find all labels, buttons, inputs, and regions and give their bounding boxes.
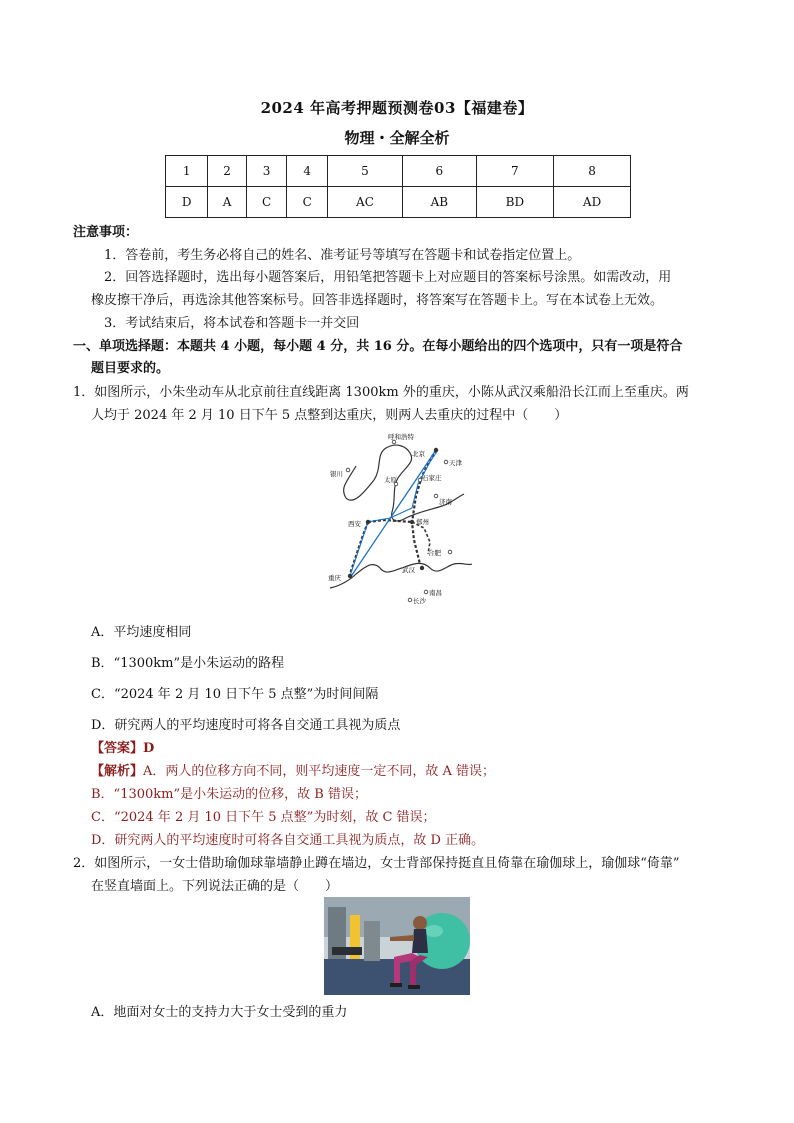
answer-cell: A [208, 187, 247, 218]
answer-cell: AD [554, 187, 631, 218]
analysis-text: A．两人的位移方向不同，则平均速度一定不同，故 A 错误； [143, 764, 496, 779]
map-label-xian: 西安 [348, 520, 361, 528]
analysis-line: B．“1300km”是小朱运动的位移，故 B 错误； [91, 787, 367, 802]
map-label-tianjin: 天津 [449, 459, 462, 467]
question-1-stem-cont: 人均于 2024 年 2 月 10 日下午 5 点整到达重庆，则两人去重庆的过程中（ ） [91, 408, 568, 423]
map-label-beijing: 北京 [412, 450, 425, 458]
city-dot [434, 494, 438, 498]
map-label-shijiazhuang: 石家庄 [422, 474, 442, 482]
question-number-cell: 1 [166, 156, 208, 187]
analysis-line: C．“2024 年 2 月 10 日下午 5 点整”为时刻，故 C 错误； [91, 810, 436, 825]
map-label-jinan: 济南 [439, 498, 452, 506]
city-dot [346, 468, 350, 472]
answer-cell: C [246, 187, 287, 218]
displacement-line [350, 450, 436, 578]
map-label-yinchuan: 银川 [330, 470, 343, 478]
map-label-taiyuan: 太原 [384, 476, 397, 484]
question-2-option-a: A．地面对女士的支持力大于女士受到的重力 [91, 1005, 348, 1020]
section-heading: 一、单项选择题：本题共 4 小题，每小题 4 分，共 16 分。在每小题给出的四个选项中，只有一项是符合 [73, 339, 683, 354]
section-heading-cont: 题目要求的。 [91, 361, 170, 376]
yellow-river [344, 445, 464, 521]
yoga-ball-photo [324, 897, 470, 995]
option-b: B．“1300km”是小朱运动的路程 [91, 656, 285, 671]
city-dot [408, 598, 412, 602]
answer-label: 【答案】D [91, 741, 155, 756]
answer-cell: AB [403, 187, 477, 218]
answer-cell: BD [476, 187, 553, 218]
question-number-cell: 2 [208, 156, 247, 187]
map-label-hohhot: 呼和浩特 [388, 433, 414, 441]
china-route-map [326, 428, 472, 604]
analysis-line: D．研究两人的平均速度时可将各自交通工具视为质点，故 D 正确。 [91, 833, 485, 848]
answer-table-answer-row [166, 187, 631, 218]
notice-item: 3．考试结束后，将本试卷和答题卡一并交回 [104, 316, 360, 331]
exam-subtitle: 物理・全解全析 [344, 129, 450, 147]
city-dot [348, 574, 352, 578]
question-number-cell: 6 [403, 156, 477, 187]
answer-table-number-row [166, 156, 631, 187]
city-dot [434, 448, 438, 452]
exam-title: 2024 年高考押题预测卷03【福建卷】 [260, 99, 534, 117]
notice-item: 橡皮擦干净后，再选涂其他答案标号。回答非选择题时，将答案写在答题卡上。写在本试卷上无效。 [91, 293, 664, 308]
notice-item: 1．答卷前，考生务必将自己的姓名、准考证号等填写在答题卡和试卷指定位置上。 [104, 248, 581, 263]
map-label-changsha: 长沙 [413, 597, 426, 604]
city-dot [420, 566, 424, 570]
woman-torso [412, 929, 428, 953]
city-dot [424, 590, 428, 594]
city-dot [410, 520, 414, 524]
woman-head [413, 916, 427, 930]
analysis-tag: 【解析】 [91, 764, 144, 779]
analysis-line [91, 760, 495, 779]
question-2-stem: 2．如图所示，一女士借助瑜伽球靠墙静止蹲在墙边，女士背部保持挺直且倚靠在瑜伽球上，瑜伽球“倚靠” [73, 856, 680, 871]
city-dot [448, 550, 452, 554]
question-1-stem: 1．如图所示，小朱坐动车从北京前往直线距离 1300km 外的重庆，小陈从武汉乘船沿长江而上至重庆。两 [73, 385, 689, 400]
option-a: A．平均速度相同 [91, 625, 192, 640]
question-2-stem-cont: 在竖直墙面上。下列说法正确的是（ ） [91, 879, 339, 894]
question-number-cell: 8 [554, 156, 631, 187]
answer-cell: D [166, 187, 208, 218]
option-c: C．“2024 年 2 月 10 日下午 5 点整”为时间间隔 [91, 687, 379, 702]
city-dot [444, 460, 448, 464]
answer-cell: AC [327, 187, 402, 218]
answer-cell: C [287, 187, 328, 218]
city-dot [366, 520, 370, 524]
map-label-nanchang: 南昌 [429, 589, 442, 597]
answer-table [165, 155, 631, 218]
map-label-hefei: 合肥 [428, 549, 441, 557]
question-number-cell: 3 [246, 156, 287, 187]
map-label-wuhan: 武汉 [402, 566, 415, 574]
map-label-zhengzhou: 郑州 [416, 518, 429, 526]
question-number-cell: 5 [327, 156, 402, 187]
map-label-chongqing: 重庆 [328, 574, 341, 582]
notice-item: 2．回答选择题时，选出每小题答案后，用铅笔把答题卡上对应题目的答案标号涂黑。如需改动，用 [104, 270, 672, 285]
question-number-cell: 7 [476, 156, 553, 187]
question-number-cell: 4 [287, 156, 328, 187]
option-d: D．研究两人的平均速度时可将各自交通工具视为质点 [91, 718, 401, 733]
notice-heading: 注意事项： [73, 225, 139, 240]
